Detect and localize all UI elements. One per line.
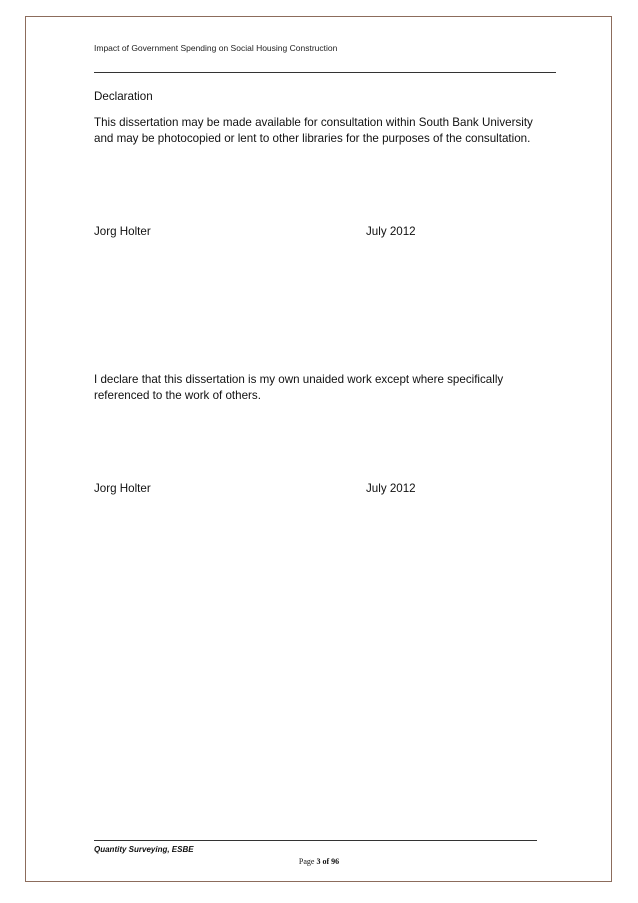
header-divider [94,72,556,73]
declaration-heading: Declaration [94,90,153,103]
own-work-paragraph: I declare that this dissertation is my own unaided work except where specifically referenced to the work of others. [94,373,504,402]
footer-department: Quantity Surveying, ESBE [94,845,194,854]
footer-divider [94,840,537,841]
page-prefix: Page [298,857,315,866]
signature-name-1: Jorg Holter [94,225,151,238]
signature-name-2: Jorg Holter [94,482,151,495]
page-of: of [322,857,330,866]
running-header-title: Impact of Government Spending on Social Housing Construction [94,43,338,53]
signature-date-2: July 2012 [366,482,416,495]
consultation-paragraph: This dissertation may be made available for consultation within South Bank University and may be photocopied or lent to other libraries for the purposes of the consultation. [94,116,533,145]
page-current: 3 [316,857,321,866]
page-total: 96 [331,857,340,866]
signature-date-1: July 2012 [366,225,416,238]
page-number [0,857,638,866]
